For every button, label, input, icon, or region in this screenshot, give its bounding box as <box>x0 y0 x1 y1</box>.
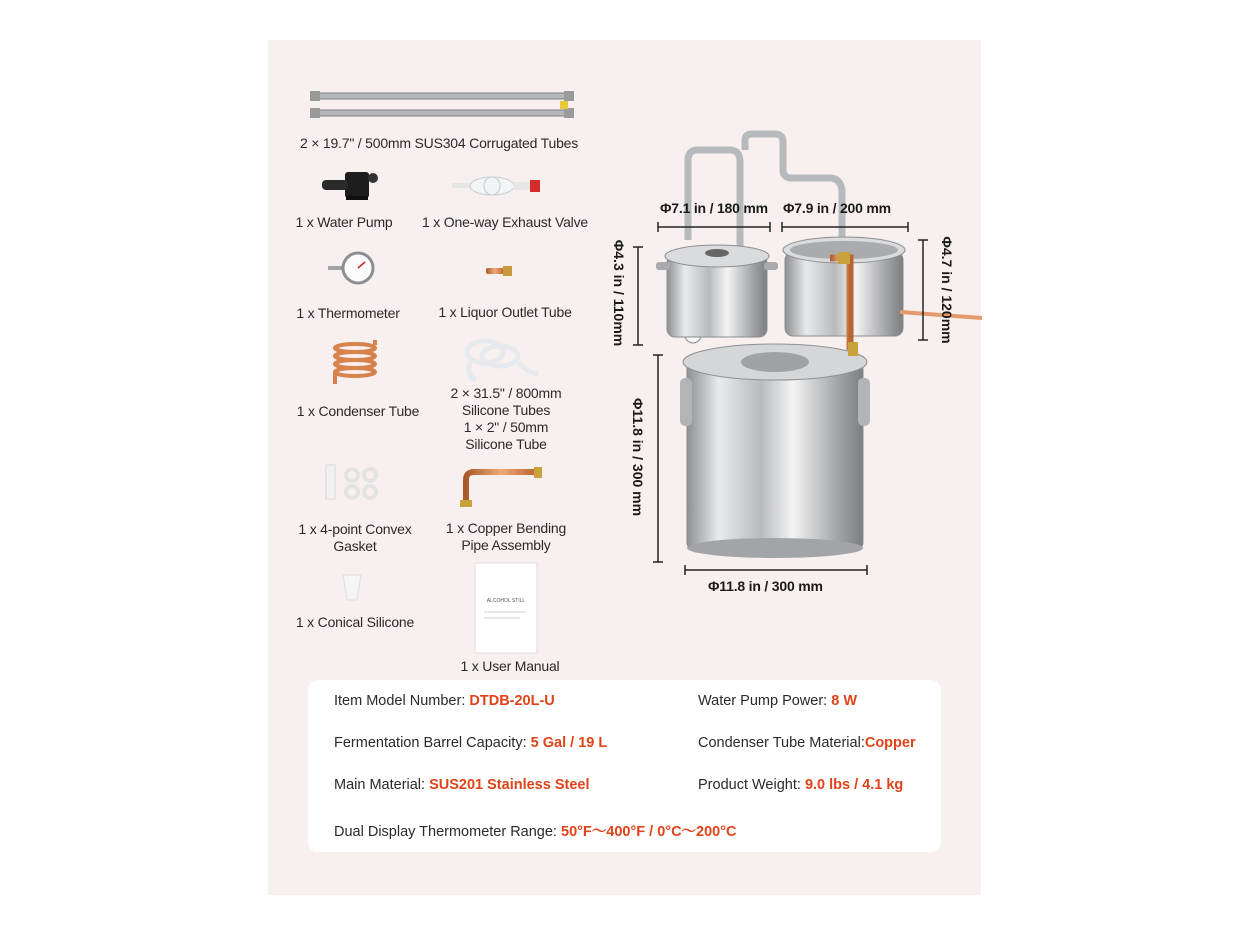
spec-condenser-value: Copper <box>864 735 916 751</box>
corrugated-tubes-image <box>310 91 574 118</box>
spec-model <box>334 693 555 709</box>
spec-pump-label: Water Pump Power: <box>698 693 832 709</box>
spec-pump-value: 8 W <box>831 693 858 709</box>
gasket-caption-2: Gasket <box>333 538 377 554</box>
copper-pipe-caption-1: 1 x Copper Bending <box>445 520 567 536</box>
spec-condenser <box>698 735 916 751</box>
left-pot-height-label: Φ4.3 in / 110mm <box>611 239 627 347</box>
spec-material-label: Main Material: <box>334 777 430 793</box>
silicone-tubes-image <box>467 341 538 380</box>
silicone-caption-2: Silicone Tubes <box>461 402 551 418</box>
spec-condenser-label: Condenser Tube Material: <box>698 735 865 751</box>
condenser-caption: 1 x Condenser Tube <box>296 403 420 419</box>
right-pot-height-label: Φ4.7 in / 120mm <box>939 236 955 344</box>
barrel-height-label: Φ11.8 in / 300 mm <box>630 397 646 517</box>
spec-weight-label: Product Weight: <box>698 777 805 793</box>
top-right-diameter-label: Φ7.9 in / 200 mm <box>783 200 891 216</box>
spec-capacity <box>334 735 607 751</box>
condenser-tube-image <box>335 340 375 384</box>
silicone-caption-1: 2 × 31.5" / 800mm <box>450 385 562 401</box>
conical-silicone-image <box>343 575 361 600</box>
liquor-outlet-caption: 1 x Liquor Outlet Tube <box>438 304 572 320</box>
tubes-caption: 2 × 19.7" / 500mm SUS304 Corrugated Tubes <box>299 135 579 151</box>
conical-caption: 1 x Conical Silicone <box>295 614 415 630</box>
silicone-caption-4: Silicone Tube <box>465 436 547 452</box>
top-left-diameter-label: Φ7.1 in / 180 mm <box>660 200 768 216</box>
exhaust-valve-caption: 1 x One-way Exhaust Valve <box>422 214 588 230</box>
barrel-diameter-label: Φ11.8 in / 300 mm <box>708 578 823 594</box>
spec-range <box>334 820 737 841</box>
water-pump-image <box>322 172 378 200</box>
gasket-caption-1: 1 x 4-point Convex <box>298 521 412 537</box>
spec-weight <box>698 777 903 793</box>
copper-bending-pipe-image <box>460 467 542 507</box>
user-manual-image <box>475 563 537 653</box>
spec-weight-value: 9.0 lbs / 4.1 kg <box>804 777 904 793</box>
silicone-caption-3: 1 × 2" / 50mm <box>463 419 549 435</box>
spec-range-label: Dual Display Thermometer Range: <box>334 824 561 840</box>
spec-model-label: Item Model Number: <box>334 693 470 709</box>
copper-pipe-caption-2: Pipe Assembly <box>461 537 551 553</box>
spec-capacity-value: 5 Gal / 19 L <box>530 735 608 751</box>
spec-material-value: SUS201 Stainless Steel <box>429 777 590 793</box>
manual-caption: 1 x User Manual <box>460 658 560 674</box>
spec-material <box>334 777 590 793</box>
thermometer-image <box>328 253 373 283</box>
liquor-outlet-tube-image <box>486 266 512 276</box>
spec-model-value: DTDB-20L-U <box>469 693 555 709</box>
exhaust-valve-image <box>452 177 540 195</box>
manual-cover-text: ALCOHOL STILL <box>486 598 526 604</box>
thermometer-caption: 1 x Thermometer <box>296 305 400 321</box>
gasket-image <box>326 465 376 499</box>
spec-range-value: 50°F～400°F / 0°C～200°C <box>561 824 737 840</box>
spec-pump <box>698 693 857 709</box>
water-pump-caption: 1 x Water Pump <box>295 214 393 230</box>
spec-capacity-label: Fermentation Barrel Capacity: <box>334 735 531 751</box>
